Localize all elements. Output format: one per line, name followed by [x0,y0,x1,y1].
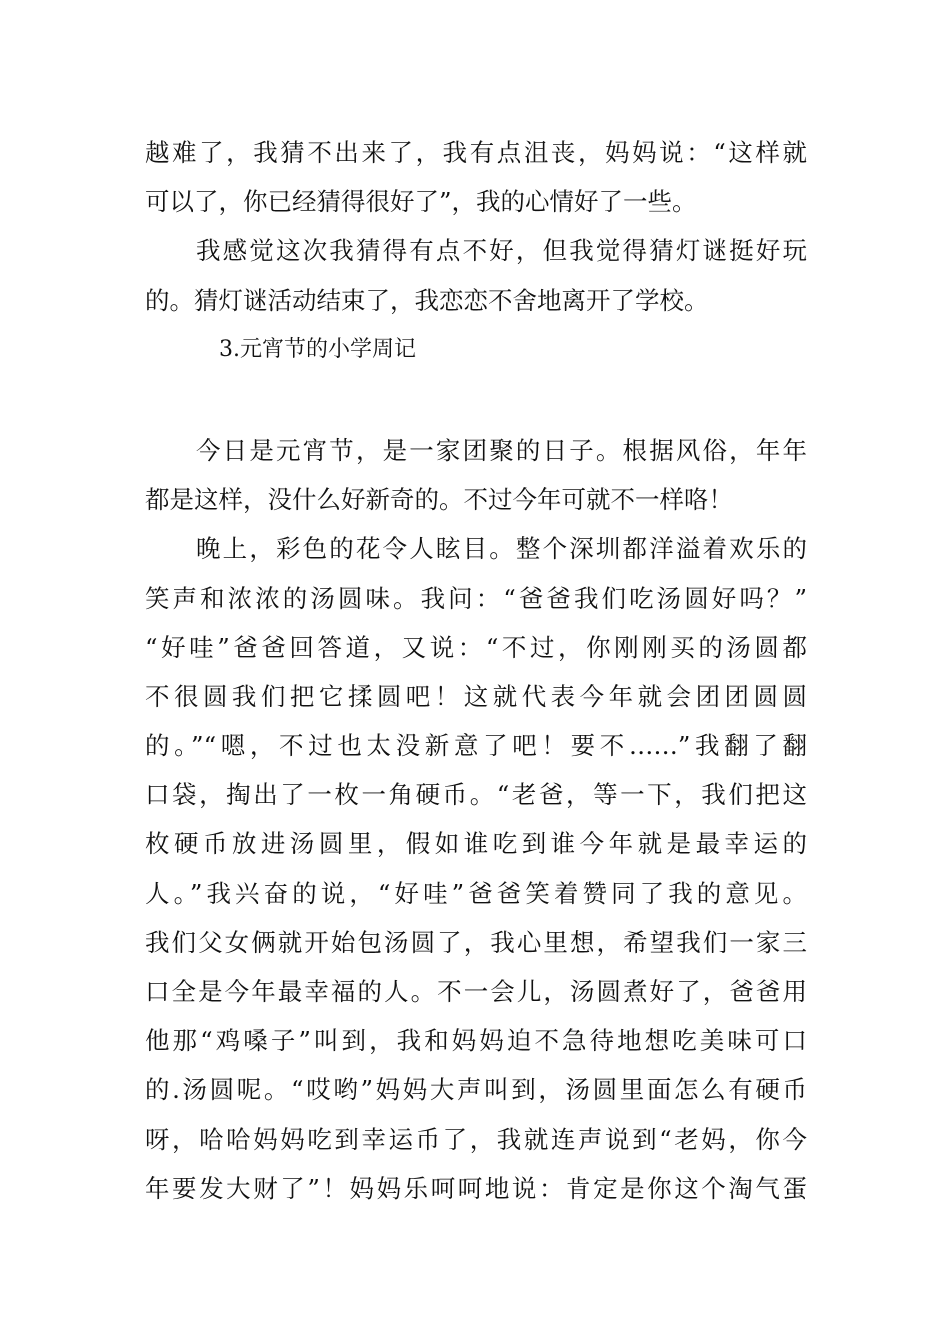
text-line: “好哇”爸爸回答道，又说：“不过，你刚刚买的汤圆都 [145,632,807,662]
text-line: 笑声和浓浓的汤圆味。我问：“爸爸我们吃汤圆好吗？” [145,583,807,613]
text-line: 枚硬币放进汤圆里，假如谁吃到谁今年就是最幸运的 [145,829,807,859]
text-line: 年要发大财了”！妈妈乐呵呵地说：肯定是你这个淘气蛋 [145,1173,807,1203]
blank-line [145,374,807,426]
text-line: 今日是元宵节，是一家团聚的日子。根据风俗，年年 [196,435,807,465]
text-line: 越难了，我猜不出来了，我有点沮丧，妈妈说：“这样就 [145,138,807,167]
text-line: 他那“鸡嗓子”叫到，我和妈妈迫不急待地想吃美味可口 [145,1026,807,1056]
document-page [145,128,807,1213]
text-line: 的。猜灯谜活动结束了，我恋恋不舍地离开了学校。 [145,285,709,315]
section-heading: 3.元宵节的小学周记 [219,336,416,362]
text-line: 口袋，掏出了一枚一角硬币。“老爸，等一下，我们把这 [145,780,807,810]
text-line: 的.汤圆呢。“哎哟”妈妈大声叫到，汤圆里面怎么有硬币 [145,1075,807,1105]
text-line: 我们父女俩就开始包汤圆了，我心里想，希望我们一家三 [145,927,807,957]
text-line: 都是这样，没什么好新奇的。不过今年可就不一样咯！ [145,485,733,515]
text-line: 人。”我兴奋的说，“好哇”爸爸笑着赞同了我的意见。 [145,878,807,908]
text-line: 可以了，你已经猜得很好了”，我的心情好了一些。 [145,187,697,217]
text-line: 不很圆我们把它揉圆吧！这就代表今年就会团团圆圆 [145,681,807,711]
text-line: 呀，哈哈妈妈吃到幸运币了，我就连声说到“老妈，你今 [145,1124,807,1154]
text-line: 我感觉这次我猜得有点不好，但我觉得猜灯谜挺好玩 [196,236,807,266]
text-line: 口全是今年最幸福的人。不一会儿，汤圆煮好了，爸爸用 [145,977,807,1006]
text-line: 的。”“嗯，不过也太没新意了吧！要不……”我翻了翻 [145,731,807,761]
text-line: 晚上，彩色的花令人眩目。整个深圳都洋溢着欢乐的 [196,534,807,564]
